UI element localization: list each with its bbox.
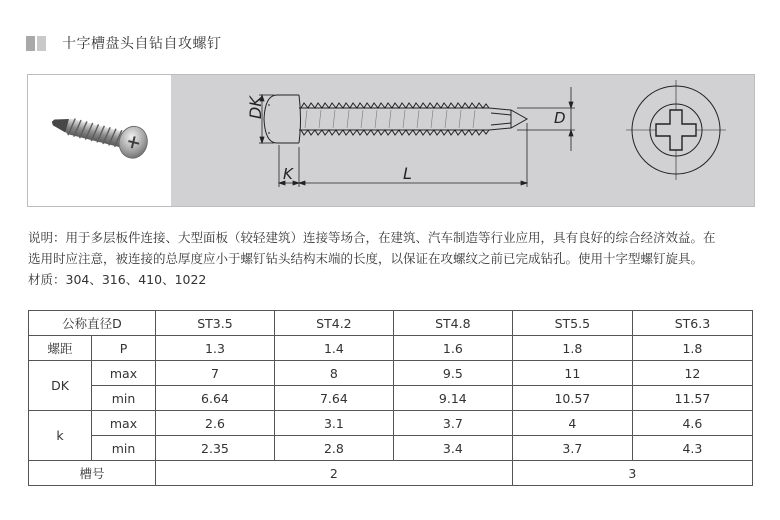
table-cell: 3.7 bbox=[393, 411, 512, 436]
row-sublabel: max bbox=[92, 361, 156, 386]
table-cell: 6.64 bbox=[156, 386, 275, 411]
l-label: L bbox=[403, 164, 412, 183]
table-cell: 2.8 bbox=[274, 436, 393, 461]
row-label: 槽号 bbox=[29, 461, 156, 486]
table-row bbox=[29, 311, 753, 336]
material-line: 材质：304、316、410、1022 bbox=[28, 272, 207, 287]
row-sublabel: min bbox=[92, 436, 156, 461]
table-cell: 2 bbox=[156, 461, 513, 486]
row-sublabel: max bbox=[92, 411, 156, 436]
technical-drawing bbox=[171, 75, 754, 206]
table-cell: 1.4 bbox=[274, 336, 393, 361]
table-cell: 1.8 bbox=[512, 336, 632, 361]
table-cell: 11 bbox=[512, 361, 632, 386]
table-cell: 3.1 bbox=[274, 411, 393, 436]
table-cell: 4.3 bbox=[632, 436, 752, 461]
page-title: 十字槽盘头自钻自攻螺钉 bbox=[62, 36, 222, 52]
row-sublabel: P bbox=[92, 336, 156, 361]
table-cell: 1.6 bbox=[393, 336, 512, 361]
screw-photo bbox=[28, 75, 170, 206]
table-row bbox=[29, 436, 753, 461]
table-cell: 1.8 bbox=[632, 336, 752, 361]
header-label: 公称直径D bbox=[29, 311, 156, 336]
table-cell: 7.64 bbox=[274, 386, 393, 411]
table-cell: 7 bbox=[156, 361, 275, 386]
table-row bbox=[29, 361, 753, 386]
d-label: D bbox=[554, 109, 566, 127]
table-cell: 11.57 bbox=[632, 386, 752, 411]
table-cell: 9.5 bbox=[393, 361, 512, 386]
table-cell: 3 bbox=[512, 461, 752, 486]
size-header: ST4.8 bbox=[393, 311, 512, 336]
row-label: 螺距 bbox=[29, 336, 92, 361]
description-line: 选用时应注意，被连接的总厚度应小于螺钉钻头结构末端的长度，以保证在攻螺纹之前已完成钻孔。使用十字型螺钉旋具。 bbox=[28, 251, 704, 266]
title-marker bbox=[26, 36, 35, 51]
table-cell: 10.57 bbox=[512, 386, 632, 411]
table-cell: 4.6 bbox=[632, 411, 752, 436]
table-cell: 4 bbox=[512, 411, 632, 436]
row-label: k bbox=[29, 411, 92, 461]
table-cell: 3.4 bbox=[393, 436, 512, 461]
spec-table bbox=[28, 310, 753, 486]
table-cell: 8 bbox=[274, 361, 393, 386]
product-figure bbox=[27, 74, 755, 207]
table-row bbox=[29, 386, 753, 411]
table-cell: 2.35 bbox=[156, 436, 275, 461]
dk-label: DK bbox=[246, 96, 265, 119]
row-label: DK bbox=[29, 361, 92, 411]
table-row bbox=[29, 461, 753, 486]
table-row bbox=[29, 336, 753, 361]
table-cell: 3.7 bbox=[512, 436, 632, 461]
size-header: ST3.5 bbox=[156, 311, 275, 336]
k-label: K bbox=[283, 165, 293, 183]
row-sublabel: min bbox=[92, 386, 156, 411]
size-header: ST4.2 bbox=[274, 311, 393, 336]
description bbox=[28, 227, 758, 290]
table-cell: 2.6 bbox=[156, 411, 275, 436]
section-header bbox=[26, 33, 222, 53]
table-cell: 12 bbox=[632, 361, 752, 386]
table-cell: 1.3 bbox=[156, 336, 275, 361]
table-cell: 9.14 bbox=[393, 386, 512, 411]
table-row bbox=[29, 411, 753, 436]
description-line: 说明：用于多层板件连接、大型面板（较轻建筑）连接等场合，在建筑、汽车制造等行业应用，具有良好的综合经济效益。在 bbox=[28, 230, 716, 245]
size-header: ST5.5 bbox=[512, 311, 632, 336]
title-marker bbox=[37, 36, 46, 51]
size-header: ST6.3 bbox=[632, 311, 752, 336]
